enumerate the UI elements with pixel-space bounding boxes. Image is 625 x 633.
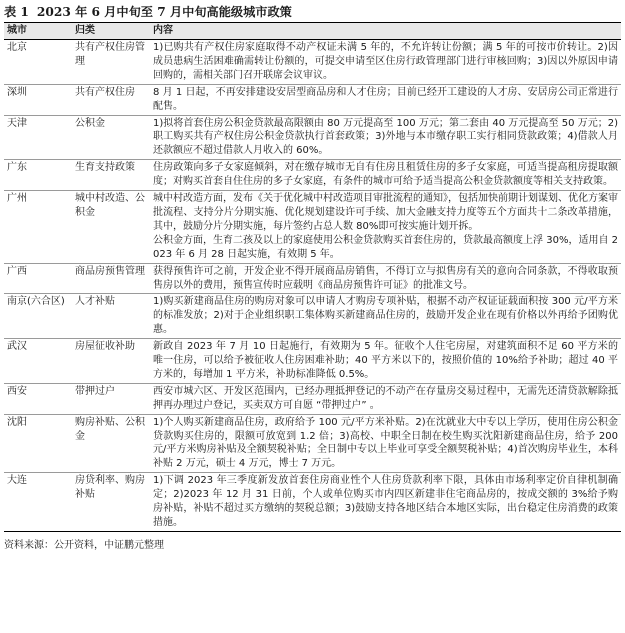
table-header-row bbox=[4, 23, 621, 40]
cell-category: 商品房预售管理 bbox=[72, 263, 150, 294]
table-row bbox=[4, 160, 621, 191]
table-row bbox=[4, 40, 621, 85]
header-category: 归类 bbox=[72, 23, 150, 40]
source-note: 资料来源：公开资料，中证鹏元整理 bbox=[4, 539, 164, 551]
table-row bbox=[4, 414, 621, 473]
header-content: 内容 bbox=[150, 23, 621, 40]
policy-table bbox=[4, 22, 621, 532]
cell-city: 西安 bbox=[4, 383, 72, 414]
cell-city: 北京 bbox=[4, 40, 72, 85]
cell-category: 共有产权住房管理 bbox=[72, 40, 150, 85]
cell-category: 生育支持政策 bbox=[72, 160, 150, 191]
cell-category: 公积金 bbox=[72, 115, 150, 160]
table-row bbox=[4, 115, 621, 160]
content-paragraph: 西安市城六区、开发区范围内，已经办理抵押登记的不动产在存量房交易过程中，无需先还清贷款解除抵押再办理过户登记，买卖双方可自愿 “带押过户” 。 bbox=[153, 385, 618, 411]
table-row bbox=[4, 473, 621, 532]
cell-content bbox=[150, 40, 621, 85]
content-paragraph: 获得预售许可之前，开发企业不得开展商品房销售，不得订立与拟售房有关的意向合同条款，不得收取预售房以外的费用，预售宣传时应载明《商品房预售许可证》的批准文号。 bbox=[153, 265, 618, 291]
content-paragraph: 公积金方面，生育二孩及以上的家庭使用公积金贷款购买首套住房的，贷款最高额度上浮 30%，适用自 2023 年 6 月 28 日起实施，有效期 5 年。 bbox=[153, 234, 618, 260]
table-title bbox=[4, 3, 621, 22]
cell-content bbox=[150, 294, 621, 339]
table-body bbox=[4, 40, 621, 532]
cell-city: 广东 bbox=[4, 160, 72, 191]
content-paragraph: 1)拟将首套住房公积金贷款最高限额由 80 万元提高至 100 万元；第二套由 40 万元提高至 50 万元；2)职工购买共有产权住房公积金贷款执行首套政策；3)外地与本市缴存职工实行相同贷款政策；4)借款人月还款额应不超过借款人月收入的 60%。 bbox=[153, 117, 618, 157]
content-paragraph: 1)个人购买新建商品住房，政府给予 100 元/平方米补贴。2)在沈就业大中专以上学历，使用住房公积金贷款购买住房的，限额可放宽到 1.2 倍；3)高校、中职全日制在校生购买沈阳新建商品住房，给予 200 元/平方米购房补贴及全额契税补贴；全日制中专以上毕业可享受全额契税补贴；4)首次购房毕业生，本科补贴 2 万元，硕士 4 万元，博士 7 万元。 bbox=[153, 416, 618, 470]
cell-category: 人才补贴 bbox=[72, 294, 150, 339]
table-row bbox=[4, 191, 621, 264]
cell-content bbox=[150, 473, 621, 532]
cell-content bbox=[150, 383, 621, 414]
cell-category: 房贷利率、购房补贴 bbox=[72, 473, 150, 532]
cell-city: 沈阳 bbox=[4, 414, 72, 473]
cell-content bbox=[150, 339, 621, 384]
table-row bbox=[4, 383, 621, 414]
cell-category: 购房补贴、公积金 bbox=[72, 414, 150, 473]
cell-content bbox=[150, 414, 621, 473]
cell-city: 南京(六合区) bbox=[4, 294, 72, 339]
cell-category: 房屋征收补助 bbox=[72, 339, 150, 384]
cell-content bbox=[150, 191, 621, 264]
cell-city: 武汉 bbox=[4, 339, 72, 384]
cell-city: 天津 bbox=[4, 115, 72, 160]
content-paragraph: 住房政策向多子女家庭倾斜，对在缴存城市无自有住房且租赁住房的多子女家庭，可适当提高租房提取额度；对购买首套自住住房的多子女家庭，有条件的城市可给予适当提高公积金贷款额度等相关支持政策。 bbox=[153, 162, 618, 188]
cell-city: 广州 bbox=[4, 191, 72, 264]
content-paragraph: 新政自 2023 年 7 月 10 日起施行，有效期为 5 年。征收个人住宅房屋，对建筑面积不足 60 平方米的唯一住房，可以给予被征收人住房困难补助；40 平方米以下的，按照价值的 10%给予补助；超过 40 平方米的，每增加 1 平方米，补助标准降低 0.5%。 bbox=[153, 341, 618, 380]
table-row bbox=[4, 263, 621, 294]
table-title-text: 2023 年 6 月中旬至 7 月中旬高能级城市政策 bbox=[36, 5, 292, 19]
content-paragraph: 城中村改造方面，发布《关于优化城中村改造项目审批流程的通知》，包括加快前期计划谋划、优化方案审批流程、支持分片分期实施、优化规划建设许可手续、加大金融支持力度等五个方面共十二条改革措施，其中，鼓励分片分期实施，每片签约占总人数 80%即可按实施计划开拆。 bbox=[153, 193, 618, 232]
cell-content bbox=[150, 84, 621, 115]
content-paragraph: 1)购买新建商品住房的购房对象可以申请人才购房专项补贴，根据不动产权证证载面积按 300 元/平方米的标准发放；2)对于企业组织职工集体购买新建商品住房的，鼓励开发企业在现有价格以外再给予团购优惠。 bbox=[153, 296, 618, 336]
cell-category: 带押过户 bbox=[72, 383, 150, 414]
cell-city: 大连 bbox=[4, 473, 72, 532]
cell-city: 深圳 bbox=[4, 84, 72, 115]
content-paragraph: 1)下调 2023 年三季度新发放首套住房商业性个人住房贷款利率下限，具体由市场利率定价自律机制确定；2)2023 年 12 月 31 日前，个人或单位购买市内四区新建非住宅商品房的，按成交额的 3%给予购房补贴，补贴不超过买方缴纳的契税总额；3)鼓励支持各地区结合本地区实际，出台稳定住房消费的政策措施。 bbox=[153, 475, 618, 528]
table-number: 表 1 bbox=[4, 5, 29, 19]
table-row bbox=[4, 294, 621, 339]
header-city: 城市 bbox=[4, 23, 72, 40]
content-paragraph: 8 月 1 日起，不再安排建设安居型商品房和人才住房；目前已经开工建设的人才房、安居房公司正常进行配售。 bbox=[153, 86, 618, 112]
cell-city: 广西 bbox=[4, 263, 72, 294]
cell-content bbox=[150, 115, 621, 160]
cell-content bbox=[150, 160, 621, 191]
cell-content bbox=[150, 263, 621, 294]
cell-category: 城中村改造、公积金 bbox=[72, 191, 150, 264]
cell-category: 共有产权住房 bbox=[72, 84, 150, 115]
table-row bbox=[4, 84, 621, 115]
table-row bbox=[4, 339, 621, 384]
content-paragraph: 1)已购共有产权住房家庭取得不动产权证未满 5 年的，不允许转让份额；满 5 年的可按市价转让。2)因成员患病生活困难确需转让份额的，可提交申请至区住房行政管理部门进行审核回购；3)因以外原因申请回购的，需相关部门召开联席会议审议。 bbox=[153, 42, 618, 81]
